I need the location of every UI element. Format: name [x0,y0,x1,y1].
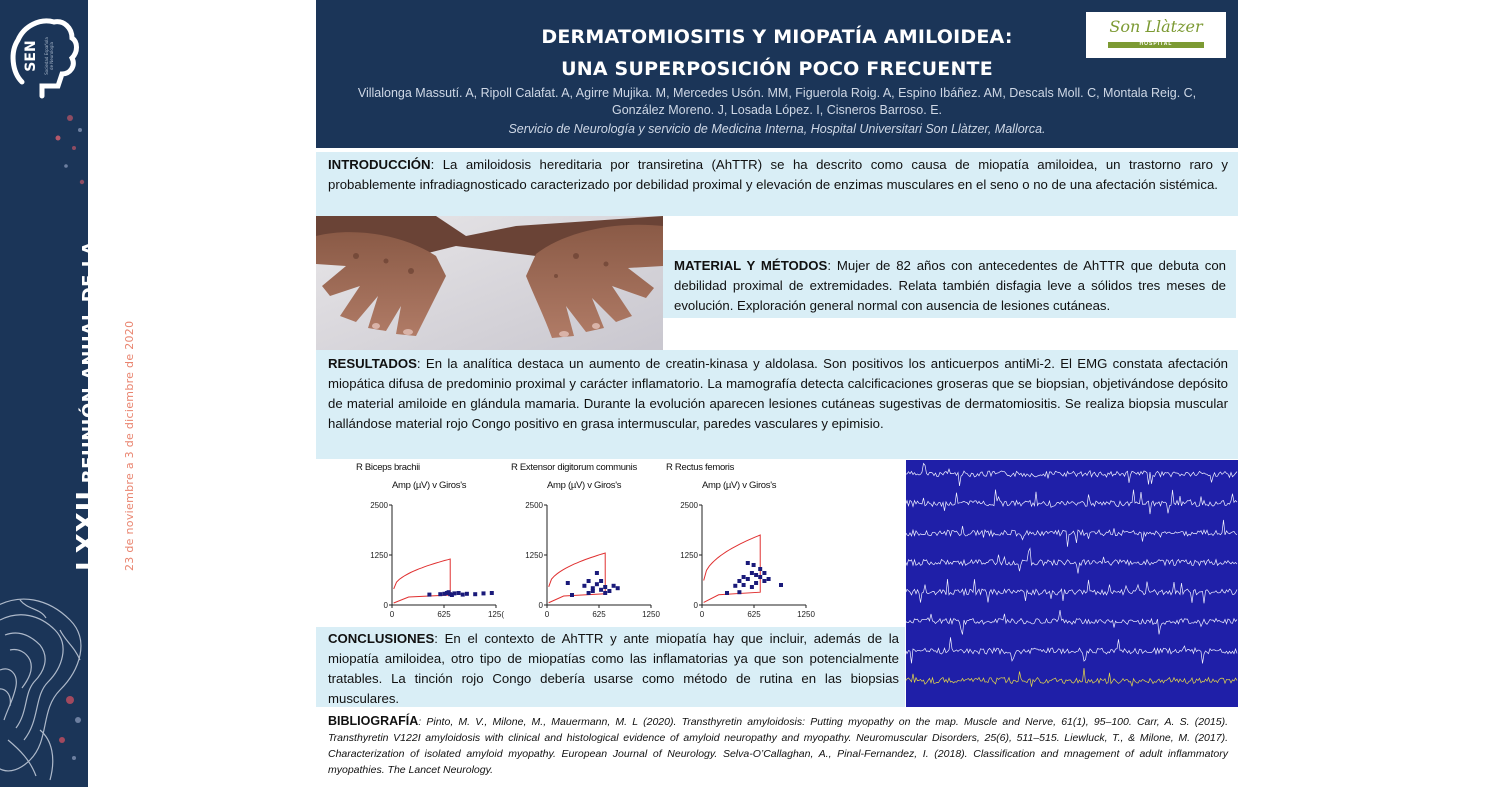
plot-ylabel: Amp (µV) v Giros's [547,480,622,491]
data-point [762,571,766,575]
brain-illustration [0,590,88,787]
plot-title: R Extensor digitorum communis [511,462,637,473]
data-point [746,577,750,581]
plot-rectus [666,460,816,622]
plot-title: R Biceps brachii [356,462,420,473]
data-point [758,575,762,579]
y-tick-label: 0 [383,601,388,610]
y-tick-label: 1250 [525,551,543,560]
sen-logo-text: SEN [23,40,39,72]
conclusions-text: : En el contexto de AhTTR y ante miopatía hay que incluir, además de la miopatía amiloidea, otro tipo de miopatías como las inflamatorias ya que son potencialmente tratables. La tinción rojo Congo debería usarse como método de rutina en las biopsias musculares. [328,631,899,706]
data-point [582,584,586,588]
data-point [438,592,442,596]
emg-trace-image [906,460,1238,707]
x-tick-label: 625 [747,610,761,619]
data-point [733,584,737,588]
conference-line2: SOCIEDAD ESPAÑOLA DE NEUROLOGÍA [99,184,119,571]
y-tick-label: 2500 [370,501,388,510]
results-section [316,350,1238,459]
normal-range-envelope [394,559,451,603]
bibliography-label: BIBLIOGRAFÍA [328,714,419,728]
y-tick-label: 1250 [680,551,698,560]
data-point [742,575,746,579]
data-point [779,583,783,587]
conference-dates: 23 de noviembre a 3 de diciembre de 2020 [123,320,136,571]
hospital-logo-name: Son Llàtzer [1109,17,1203,36]
data-point [607,589,611,593]
data-point [754,573,758,577]
poster-title-line1: DERMATOMIOSITIS Y MIOPATÍA AMILOIDEA: [541,26,1013,48]
data-point [473,592,477,596]
plot-ylabel: Amp (µV) v Giros's [392,480,467,491]
data-point [457,591,461,595]
x-tick-label: 0 [389,610,395,619]
hospital-logo [1086,12,1226,58]
conference-edition: LXXII [72,489,102,571]
svg-text:de Neurología: de Neurología [49,42,54,70]
data-point [603,585,607,589]
data-point [599,588,603,592]
bibliography [328,713,1228,778]
data-point [587,579,591,583]
x-tick-label: 0 [699,610,705,619]
data-point [461,593,465,597]
plot-extensor [511,460,661,622]
introduction-text: : La amiloidosis hereditaria por transiretina (AhTTR) se ha descrito como causa de miopatía amiloidea, un trastorno raro y probablemente infradiagnosticado caracterizado por debilidad proximal y elevación de enzimas musculares en el seno o no de una afectación sistémica. [328,157,1228,192]
x-tick-label: 1250 [797,610,815,619]
results-text: : En la analítica destaca un aumento de creatin-kinasa y aldolasa. Son positivos los anticuerpos antiMi-2. El EMG constata afectación miopática difusa de predominio proximal y carácter inflamatorio. La mamografía detecta calcificaciones groseras que se biopsian, objetivándose depósito de material amiloide en glándula mamaria. Durante la evolución aparecen lesiones cutáneas sugestivas de dermatomiositis. Se realiza biopsia muscular hallándose material rojo Congo positivo en grasa intermuscular, paredes vasculares y epimisio. [328,356,1228,431]
data-point [427,593,431,597]
data-point [570,593,574,597]
y-tick-label: 0 [538,601,543,610]
introduction-label: INTRODUCCIÓN [328,157,431,172]
data-point [595,582,599,586]
emg-plots [316,460,906,622]
svg-text:Sociedad Española: Sociedad Española [44,37,49,75]
data-point [587,591,591,595]
data-point [482,591,486,595]
data-point [742,583,746,587]
data-point [447,590,451,594]
introduction-section [316,152,1238,216]
methods-text: : Mujer de 82 años con antecedentes de AhTTR que debuta con debilidad proximal de extremidades. Relata también disfagia leve a sólidos tres meses de evolución. Exploración general normal con ausencia de lesiones cutáneas. [674,258,1226,313]
data-point [599,579,603,583]
data-point [746,561,750,565]
x-tick-label: 0 [544,610,550,619]
hospital-logo-sub: HOSPITAL [1139,41,1173,47]
hands-photo [316,216,663,352]
methods-section [663,250,1236,318]
data-point [754,581,758,585]
y-tick-label: 2500 [525,501,543,510]
conference-line1: REUNIÓN ANUAL DE LA [79,240,100,484]
data-point [465,592,469,596]
conclusions-section [316,627,905,707]
conference-sidebar [0,0,136,787]
results-label: RESULTADOS [328,356,417,371]
x-tick-label: 125( [487,610,505,619]
data-point [616,586,620,590]
sen-logo [8,12,82,106]
x-tick-label: 625 [437,610,451,619]
data-point [752,563,756,567]
data-point [750,571,754,575]
bibliography-text: : Pinto, M. V., Milone, M., Mauermann, M. L (2020). Transthyretin amyloidosis: Putting myopathy on the map. Muscle and Nerve, 61(1), 95–100. Carr, A. S. (2015). Transthyretin V122I amyloidosis with clinical and histological evidence of amyloid neuropathy and myopathy. Neuromuscular Disorders, 25(6), 511–515. Liewluck, T., & Milone, M. (2017). Characterization of isolated amyloid myopathy. European Journal of Neurology. Selva-O’Callaghan, A., Pinal-Fernandez, I. (2018). Classification and mnagement of adult inflammatory myopathies. The Lancet Neurology. [328,716,1228,776]
poster-title-line2: UNA SUPERPOSICIÓN POCO FRECUENTE [561,58,993,80]
normal-range-envelope [549,553,606,603]
poster-header [316,0,1238,148]
y-tick-label: 0 [693,601,698,610]
y-tick-label: 2500 [680,501,698,510]
data-point [603,591,607,595]
plot-ylabel: Amp (µV) v Giros's [702,480,777,491]
data-point [762,579,766,583]
x-tick-label: 1250 [642,610,660,619]
data-point [737,590,741,594]
methods-label: MATERIAL Y MÉTODOS [674,258,828,273]
y-tick-label: 1250 [370,551,388,560]
normal-range-envelope [704,535,761,602]
data-point [591,589,595,593]
x-tick-label: 625 [592,610,606,619]
plot-title: R Rectus femoris [666,462,735,473]
data-point [725,591,729,595]
data-point [595,571,599,575]
conference-title-vertical [74,11,150,571]
conclusions-label: CONCLUSIONES [328,631,435,646]
data-point [758,567,762,571]
data-point [750,585,754,589]
data-point [490,591,494,595]
plot-biceps [356,460,506,622]
affiliation: Servicio de Neurología y servicio de Medicina Interna, Hospital Universitari Son Llàtzer, Mallorca. [508,122,1046,136]
authors: Villalonga Massutí. A, Ripoll Calafat. A, Agirre Mujika. M, Mercedes Usón. MM, Figuerola Roig. A, Espino Ibáñez. AM, Descals Moll. C, Montala Reig. C, González Moreno. J, Losada López. I, Cisneros Barroso. E. [357,86,1197,117]
data-point [612,584,616,588]
data-point [737,579,741,583]
data-point [767,577,771,581]
data-point [566,581,570,585]
